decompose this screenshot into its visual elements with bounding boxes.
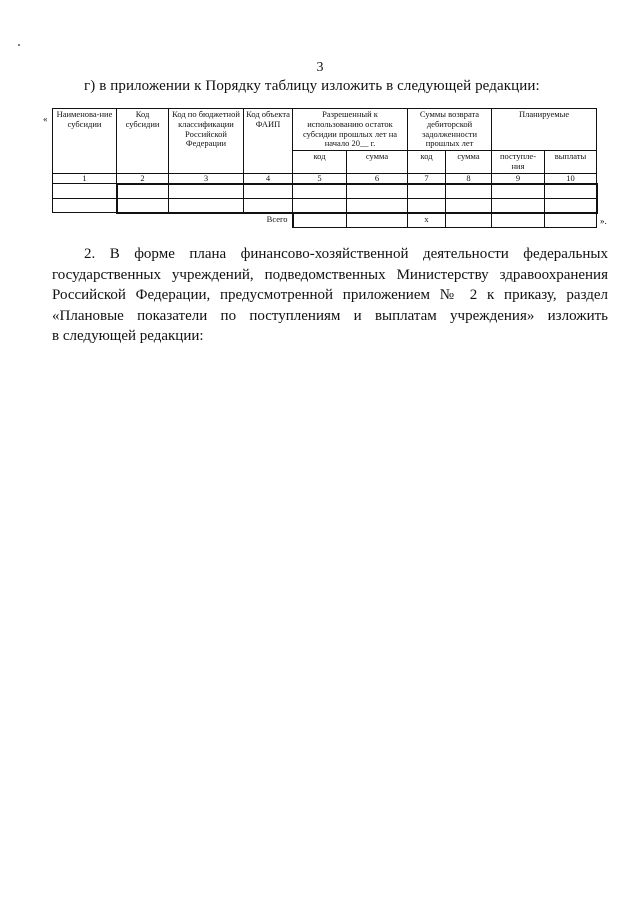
page-number: 3 bbox=[316, 60, 324, 75]
table-cell bbox=[169, 184, 244, 199]
paragraph-line: государственных учреждений, подведомственных Министерству здравоохранения bbox=[52, 266, 608, 283]
col-header-return-sums: Суммы возврата дебиторской задолженности прошлых лет bbox=[408, 109, 492, 151]
column-number: 3 bbox=[169, 173, 244, 184]
subheader-sum-2: сумма bbox=[446, 151, 492, 174]
total-x: x bbox=[408, 213, 446, 228]
total-cell bbox=[492, 213, 545, 228]
column-number: 4 bbox=[244, 173, 293, 184]
paragraph-line: 2. В форме плана финансово-хозяйственной деятельности федеральных bbox=[84, 246, 608, 262]
table-cell bbox=[117, 198, 169, 213]
intro-text: г) в приложении к Порядку таблицу изложить в следующей редакции: bbox=[84, 78, 540, 94]
column-number-row bbox=[53, 173, 597, 184]
column-number: 1 bbox=[53, 173, 117, 184]
table-cell bbox=[244, 184, 293, 199]
table-cell bbox=[446, 198, 492, 213]
header-row bbox=[53, 109, 597, 151]
table-cell bbox=[293, 184, 347, 199]
column-number: 6 bbox=[347, 173, 408, 184]
col-header-allowed-balance: Разрешенный к использованию остаток субсидии прошлых лет на начало 20__ г. bbox=[293, 109, 408, 151]
quote-open: « bbox=[43, 114, 48, 124]
table-row bbox=[53, 184, 597, 199]
column-number: 7 bbox=[408, 173, 446, 184]
subheader-code-1: код bbox=[293, 151, 347, 174]
col-header-planned: Планируемые bbox=[492, 109, 597, 151]
col-header-name: Наименова-ние субсидии bbox=[53, 109, 117, 174]
paragraph-line: «Плановые показатели по поступлениям и выплатам учреждения» изложить bbox=[52, 307, 608, 324]
subheader-payments: выплаты bbox=[545, 151, 597, 174]
subheader-sum-1: сумма bbox=[347, 151, 408, 174]
table-cell bbox=[53, 198, 117, 213]
table-cell bbox=[408, 198, 446, 213]
table-cell bbox=[545, 184, 597, 199]
table-cell bbox=[545, 198, 597, 213]
column-number: 2 bbox=[117, 173, 169, 184]
table-cell bbox=[347, 198, 408, 213]
table-cell bbox=[492, 184, 545, 199]
table-cell bbox=[408, 184, 446, 199]
table-cell bbox=[446, 184, 492, 199]
col-header-budget-code: Код по бюджетной классификации Российской Федерации bbox=[169, 109, 244, 174]
column-number: 10 bbox=[545, 173, 597, 184]
table-cell bbox=[169, 198, 244, 213]
column-number: 9 bbox=[492, 173, 545, 184]
subsidy-table bbox=[52, 108, 598, 228]
table-cell bbox=[347, 184, 408, 199]
col-header-faip-code: Код объекта ФАИП bbox=[244, 109, 293, 174]
table-cell bbox=[53, 184, 117, 199]
table-cell bbox=[244, 198, 293, 213]
column-number: 5 bbox=[293, 173, 347, 184]
total-cell bbox=[293, 213, 347, 228]
total-cell bbox=[446, 213, 492, 228]
col-header-subsidy-code: Код субсидии bbox=[117, 109, 169, 174]
total-label: Всего bbox=[266, 213, 288, 224]
paragraph-line: Российской Федерации, предусмотренной приложением № 2 к приказу, раздел bbox=[52, 287, 608, 303]
body-paragraph bbox=[52, 244, 608, 347]
total-row bbox=[53, 213, 597, 228]
table-row bbox=[53, 198, 597, 213]
table-cell bbox=[117, 184, 169, 199]
quote-close: ». bbox=[600, 216, 607, 226]
table-cell bbox=[293, 198, 347, 213]
subheader-code-2: код bbox=[408, 151, 446, 174]
paragraph-line: в следующей редакции: bbox=[52, 328, 204, 344]
total-cell bbox=[545, 213, 597, 228]
subheader-receipts: поступле-ния bbox=[492, 151, 545, 174]
scan-speck bbox=[18, 44, 20, 46]
total-cell bbox=[347, 213, 408, 228]
column-number: 8 bbox=[446, 173, 492, 184]
table-cell bbox=[492, 198, 545, 213]
